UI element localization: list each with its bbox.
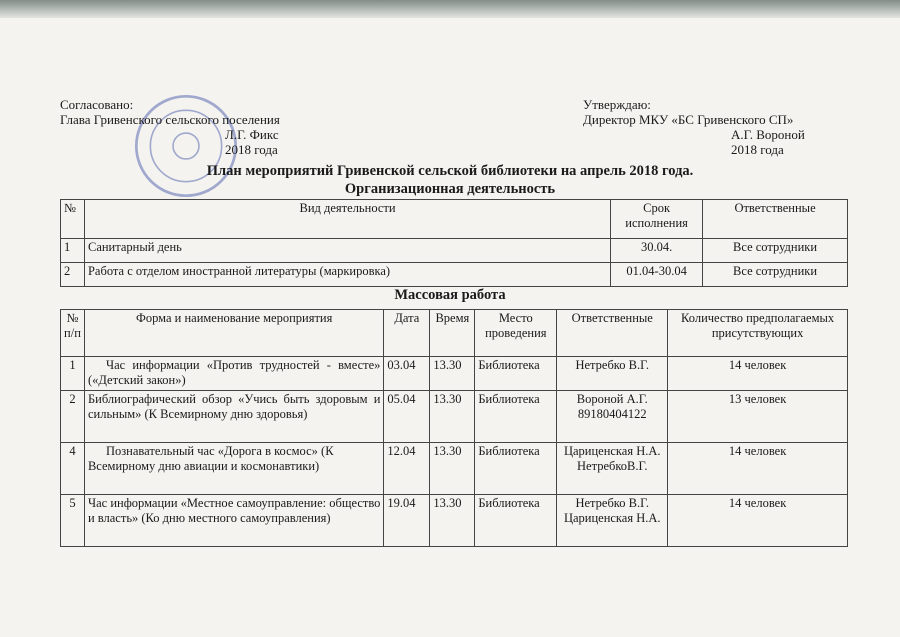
table-row <box>61 263 848 287</box>
row-event: Познавательный час «Дорога в космос» (К Всемирному дню авиации и космонавтики) <box>84 443 383 495</box>
table-row <box>61 495 848 547</box>
row-activity: Санитарный день <box>84 239 610 263</box>
table-row <box>61 239 848 263</box>
row-responsible: Вороной А.Г. 89180404122 <box>557 391 668 443</box>
document-title: План мероприятий Гривенской сельской библиотеки на апрель 2018 года. <box>206 163 694 179</box>
row-time: 13.30 <box>430 357 475 391</box>
table-row <box>61 443 848 495</box>
org-activity-table <box>60 199 848 287</box>
col-term: Срок исполнения <box>611 200 703 239</box>
approval-left-block <box>60 97 280 157</box>
row-count: 14 человек <box>668 495 848 547</box>
row-time: 13.30 <box>430 443 475 495</box>
agreed-label: Согласовано: <box>60 97 134 112</box>
approval-right-block <box>583 97 805 157</box>
director-date: 2018 года <box>731 142 784 157</box>
row-num: 4 <box>61 443 85 495</box>
row-num: 1 <box>61 239 85 263</box>
row-place: Библиотека <box>475 391 557 443</box>
table-header-row <box>61 310 848 357</box>
row-responsible: Нетребко В.Г. Цариценская Н.А. <box>557 495 668 547</box>
col-activity: Вид деятельности <box>84 200 610 239</box>
row-place: Библиотека <box>475 495 557 547</box>
head-name: Л.Г. Фикс <box>225 127 279 142</box>
table-row <box>61 357 848 391</box>
row-term: 01.04-30.04 <box>611 263 703 287</box>
approve-label: Утверждаю: <box>583 97 651 112</box>
col-place: Место проведения <box>475 310 557 357</box>
row-responsible: Цариценская Н.А. НетребкоВ.Г. <box>557 443 668 495</box>
row-num: 2 <box>61 263 85 287</box>
row-event: Библиографический обзор «Учись быть здоровым и сильным» (К Всемирному дню здоровья) <box>84 391 383 443</box>
section-org-title: Организационная деятельность <box>344 181 556 197</box>
row-num: 5 <box>61 495 85 547</box>
row-term: 30.04. <box>611 239 703 263</box>
col-date: Дата <box>384 310 430 357</box>
row-count: 14 человек <box>668 443 848 495</box>
row-responsible: Все сотрудники <box>703 239 848 263</box>
col-count: Количество предполагаемых присутствующих <box>668 310 848 357</box>
col-responsible: Ответственные <box>703 200 848 239</box>
row-date: 19.04 <box>384 495 430 547</box>
row-date: 03.04 <box>384 357 430 391</box>
row-place: Библиотека <box>475 357 557 391</box>
row-num: 1 <box>61 357 85 391</box>
row-date: 12.04 <box>384 443 430 495</box>
col-num: № <box>61 200 85 239</box>
director-position: Директор МКУ «БС Гривенского СП» <box>583 112 794 127</box>
row-count: 13 человек <box>668 391 848 443</box>
row-num: 2 <box>61 391 85 443</box>
row-responsible: Нетребко В.Г. <box>557 357 668 391</box>
row-event: Час информации «Против трудностей - вместе» («Детский закон») <box>84 357 383 391</box>
head-date: 2018 года <box>225 142 278 157</box>
row-activity: Работа с отделом иностранной литературы (маркировка) <box>84 263 610 287</box>
table-row <box>61 391 848 443</box>
section-mass-title: Массовая работа <box>394 287 506 303</box>
head-position: Глава Гривенского сельского поселения <box>60 112 280 127</box>
row-date: 05.04 <box>384 391 430 443</box>
col-responsible: Ответственные <box>557 310 668 357</box>
director-name: А.Г. Вороной <box>731 127 805 142</box>
row-count: 14 человек <box>668 357 848 391</box>
row-time: 13.30 <box>430 391 475 443</box>
row-event: Час информации «Местное самоуправление: общество и власть» (Ко дню местного самоуправления) <box>84 495 383 547</box>
col-time: Время <box>430 310 475 357</box>
row-time: 13.30 <box>430 495 475 547</box>
scan-top-band <box>0 0 900 18</box>
col-event: Форма и наименование мероприятия <box>84 310 383 357</box>
col-num: № п/п <box>61 310 85 357</box>
row-place: Библиотека <box>475 443 557 495</box>
table-header-row <box>61 200 848 239</box>
row-responsible: Все сотрудники <box>703 263 848 287</box>
mass-work-table <box>60 309 848 547</box>
